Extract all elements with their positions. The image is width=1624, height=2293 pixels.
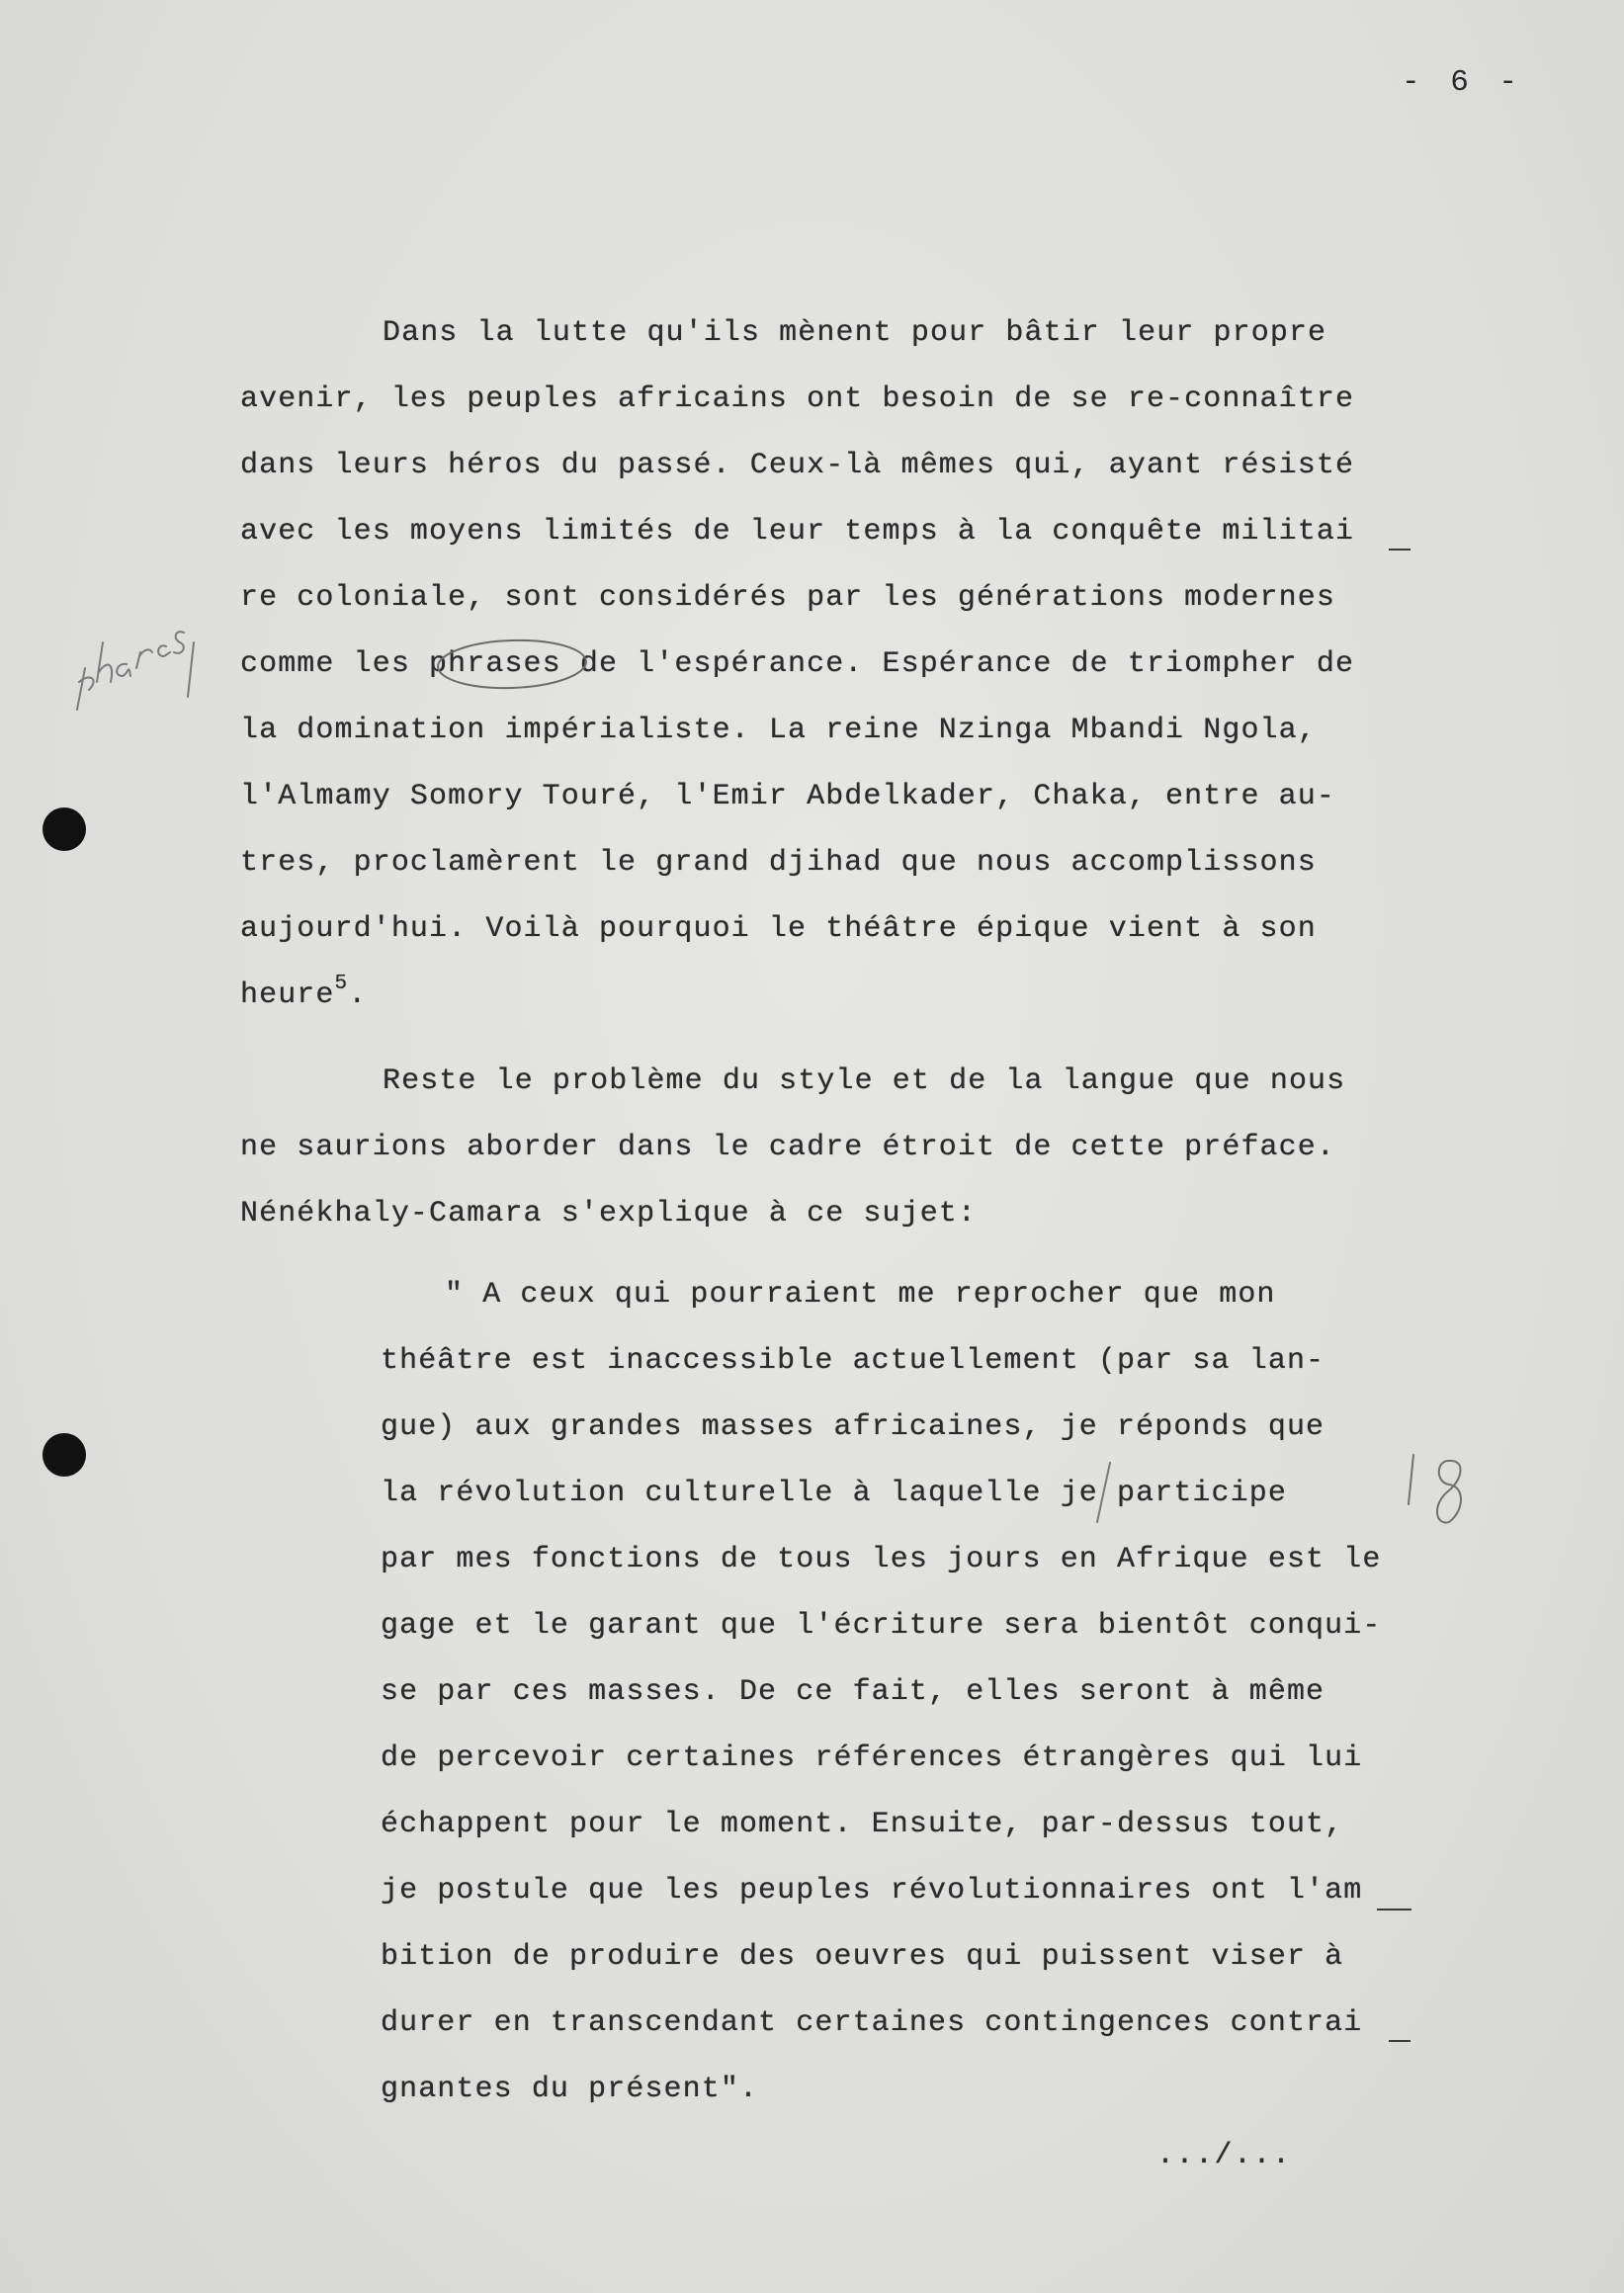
text-line: re coloniale, sont considérés par les générations modernes: [240, 581, 1335, 615]
quote-line: la révolution culturelle à laquelle je participe: [381, 1477, 1287, 1510]
text-line: avenir, les peuples africains ont besoin de se re-connaître: [240, 382, 1355, 416]
quote-line: échappent pour le moment. Ensuite, par-dessus tout,: [381, 1808, 1344, 1841]
text-line: comme les phrases de l'espérance. Espérance de triompher de: [240, 647, 1355, 681]
quote-line: bition de produire des oeuvres qui puissent viser à: [381, 1940, 1344, 1974]
text-line: Reste le problème du style et de la langue que nous: [383, 1064, 1346, 1098]
quote-line: gue) aux grandes masses africaines, je réponds que: [381, 1410, 1325, 1444]
text-line: l'Almamy Somory Touré, l'Emir Abdelkader, Chaka, entre au-: [240, 780, 1335, 813]
text-line: aujourd'hui. Voilà pourquoi le théâtre épique vient à son: [240, 912, 1317, 946]
quote-line: par mes fonctions de tous les jours en Afrique est le: [381, 1543, 1382, 1576]
page-number: - 6 -: [1402, 65, 1524, 100]
footnote-reference: 5: [334, 973, 349, 995]
quote-line: théâtre est inaccessible actuellement (par sa lan-: [381, 1344, 1325, 1378]
quote-line: gnantes du présent".: [381, 2073, 759, 2106]
quote-line: de percevoir certaines références étrangères qui lui: [381, 1741, 1363, 1775]
phrases-circle: [437, 637, 587, 690]
correction-stroke: [1097, 1463, 1110, 1522]
text-line: dans leurs héros du passé. Ceux-là mêmes qui, ayant résisté: [240, 449, 1355, 482]
text-line: Nénékhaly-Camara s'explique à ce sujet:: [240, 1197, 978, 1231]
continuation-mark: .../...: [1156, 2139, 1292, 2172]
text-line: Dans la lutte qu'ils mènent pour bâtir leur propre: [383, 316, 1327, 350]
margin-note-phares: [77, 632, 194, 710]
margin-number-18: [1409, 1455, 1461, 1522]
text-line: ne saurions aborder dans le cadre étroit de cette préface.: [240, 1131, 1335, 1164]
line-text: heure: [240, 978, 335, 1012]
quote-line: " A ceux qui pourraient me reprocher que mon: [445, 1278, 1276, 1312]
quote-line: se par ces masses. De ce fait, elles seront à même: [381, 1675, 1325, 1709]
text-line: la domination impérialiste. La reine Nzinga Mbandi Ngola,: [240, 714, 1317, 747]
text-line: tres, proclamèrent le grand djihad que nous accomplissons: [240, 846, 1317, 880]
quote-line: durer en transcendant certaines contingences contrai: [381, 2006, 1363, 2040]
line-end: .: [348, 978, 368, 1012]
quote-line: je postule que les peuples révolutionnaires ont l'am: [381, 1874, 1363, 1908]
quote-line: gage et le garant que l'écriture sera bientôt conqui-: [381, 1609, 1382, 1643]
text-line: avec les moyens limités de leur temps à la conquête militai: [240, 515, 1355, 549]
